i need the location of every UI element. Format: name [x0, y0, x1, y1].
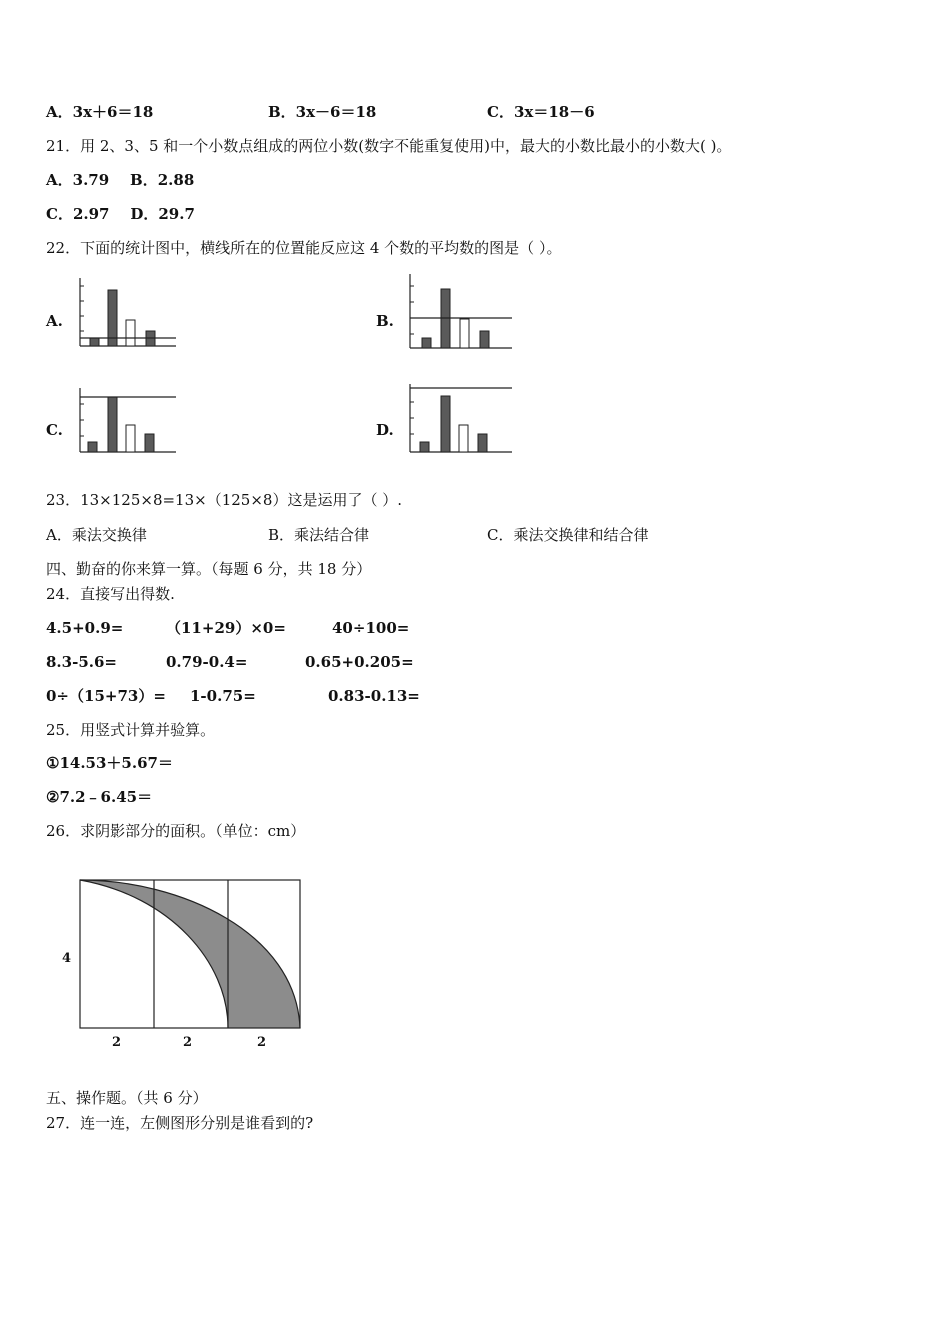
chart-b-bar-3	[460, 319, 469, 348]
q20-option-b: B．3x－6＝18	[268, 103, 377, 121]
q24-stem: 24．直接写出得数.	[46, 585, 175, 603]
shaded-region	[80, 880, 300, 1028]
section-4-heading: 四、勤奋的你来算一算。（每题 6 分，共 18 分）	[46, 560, 372, 578]
q24-r2-c3: 0.65+0.205=	[305, 653, 414, 671]
q26-width-label-2: 2	[183, 1035, 193, 1050]
chart-b-bar-1	[422, 338, 431, 348]
q25-item-2: ②7.2﹣6.45＝	[46, 788, 153, 806]
q26-figure	[60, 872, 310, 1052]
q24-r3-c2: 1-0.75=	[190, 687, 256, 705]
q24-r1-c2: （11+29）×0=	[166, 619, 286, 637]
q23-option-c: C．乘法交换律和结合律	[487, 526, 649, 544]
q24-r3-c3: 0.83-0.13=	[328, 687, 420, 705]
q22-label-c: C.	[46, 421, 63, 439]
chart-d-bar-2	[441, 396, 450, 452]
chart-d-bar-3	[459, 425, 468, 452]
chart-c-bar-4	[145, 434, 154, 452]
q21-options-cd: C．2.97 D．29.7	[46, 205, 195, 223]
q24-r1-c1: 4.5+0.9=	[46, 619, 124, 637]
q20-option-a: A．3x＋6＝18	[46, 103, 154, 121]
q22-chart-d	[406, 382, 514, 456]
chart-d-bar-1	[420, 442, 429, 452]
chart-a-bar-1	[90, 338, 99, 346]
q27-stem: 27．连一连，左侧图形分别是谁看到的?	[46, 1114, 314, 1132]
q26-stem: 26．求阴影部分的面积。（单位：cm）	[46, 822, 306, 840]
chart-d-bar-4	[478, 434, 487, 452]
q22-chart-a	[76, 276, 178, 352]
q24-r2-c1: 8.3-5.6=	[46, 653, 117, 671]
q23-option-b: B．乘法结合律	[268, 526, 370, 544]
q23-option-a: A．乘法交换律	[46, 526, 147, 544]
q26-width-label-1: 2	[112, 1035, 122, 1050]
q26-height-label: 4	[62, 951, 72, 966]
q21-options-ab: A．3.79 B．2.88	[46, 171, 195, 189]
q25-item-1: ①14.53＋5.67＝	[46, 754, 173, 772]
chart-c-bar-3	[126, 425, 135, 452]
chart-c-bar-1	[88, 442, 97, 452]
q22-label-b: B.	[376, 312, 394, 330]
q22-chart-b	[406, 272, 514, 352]
q26-width-label-3: 2	[257, 1035, 267, 1050]
q22-chart-c	[76, 386, 180, 456]
chart-b-bar-4	[480, 331, 489, 348]
q24-r1-c3: 40÷100=	[332, 619, 410, 637]
chart-a-bar-3	[126, 320, 135, 346]
q21-stem: 21．用 2、3、5 和一个小数点组成的两位小数(数字不能重复使用)中，最大的小数比最小的小数大( )。	[46, 137, 732, 155]
q20-option-c: C．3x＝18－6	[487, 103, 595, 121]
q25-stem: 25．用竖式计算并验算。	[46, 721, 216, 739]
q24-r3-c1: 0÷（15+73）=	[46, 687, 166, 705]
q22-stem: 22．下面的统计图中，横线所在的位置能反应这 4 个数的平均数的图是（ ）。	[46, 239, 562, 257]
q23-stem: 23．13×125×8=13×（125×8）这是运用了（ ）.	[46, 491, 402, 509]
q22-label-a: A.	[46, 312, 63, 330]
section-5-heading: 五、操作题。（共 6 分）	[46, 1089, 208, 1107]
q22-label-d: D.	[376, 421, 394, 439]
chart-c-bar-2	[108, 397, 117, 452]
q24-r2-c2: 0.79-0.4=	[166, 653, 248, 671]
